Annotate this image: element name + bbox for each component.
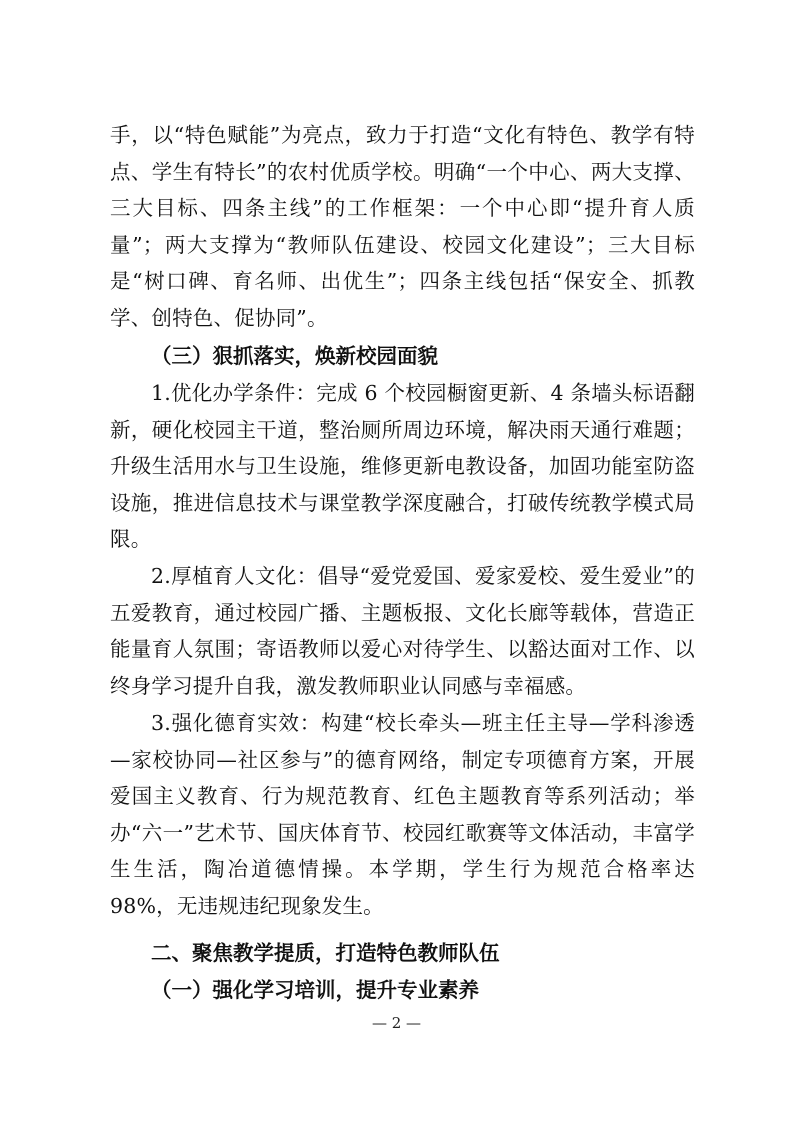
- paragraph-moral-education: 3.强化德育实效：构建“校长牵头—班主任主导—学科渗透—家校协同—社区参与”的德育网络，制定专项德育方案，开展爱国主义教育、行为规范教育、红色主题教育等系列活动；举办“六一”艺术节、国庆体育节、校园红歌赛等文体活动，丰富学生生活，陶冶道德情操。本学期，学生行为规范合格率达 98%，无违规违纪现象发生。: [110, 711, 695, 918]
- paragraph-education-culture: 2.厚植育人文化：倡导“爱党爱国、爱家爱校、爱生爱业”的五爱教育，通过校园广播、主题板报、文化长廊等载体，营造正能量育人氛围；寄语教师以爱心对待学生、以豁达面对工作、以终身学习提升自我，激发教师职业认同感与幸福感。: [110, 564, 695, 698]
- section-heading-teaching-quality: 二、聚焦教学提质，打造特色教师队伍: [151, 941, 500, 965]
- subsection-heading-training: （一）强化学习培训，提升专业素养: [151, 978, 479, 1002]
- page-number: — 2 —: [371, 1014, 422, 1032]
- heading-campus-improvement: （三）狠抓落实，焕新校园面貌: [151, 344, 438, 368]
- paragraph-school-conditions: 1.优化办学条件：完成 6 个校园橱窗更新、4 条墙头标语翻新，硬化校园主干道，整治厕所周边环境，解决雨天通行难题；升级生活用水与卫生设施，维修更新电教设备，加固功能室防盗设施，推进信息技术与课堂教学深度融合，打破传统教学模式局限。: [110, 381, 695, 552]
- paragraph-work-framework: 手，以“特色赋能”为亮点，致力于打造“文化有特色、教学有特点、学生有特长”的农村优质学校。明确“一个中心、两大支撑、三大目标、四条主线”的工作框架：一个中心即“提升育人质量”；两大支撑为“教师队伍建设、校园文化建设”；三大目标是“树口碑、育名师、出优生”；四条主线包括“保安全、抓教学、创特色、促协同”。: [110, 123, 695, 330]
